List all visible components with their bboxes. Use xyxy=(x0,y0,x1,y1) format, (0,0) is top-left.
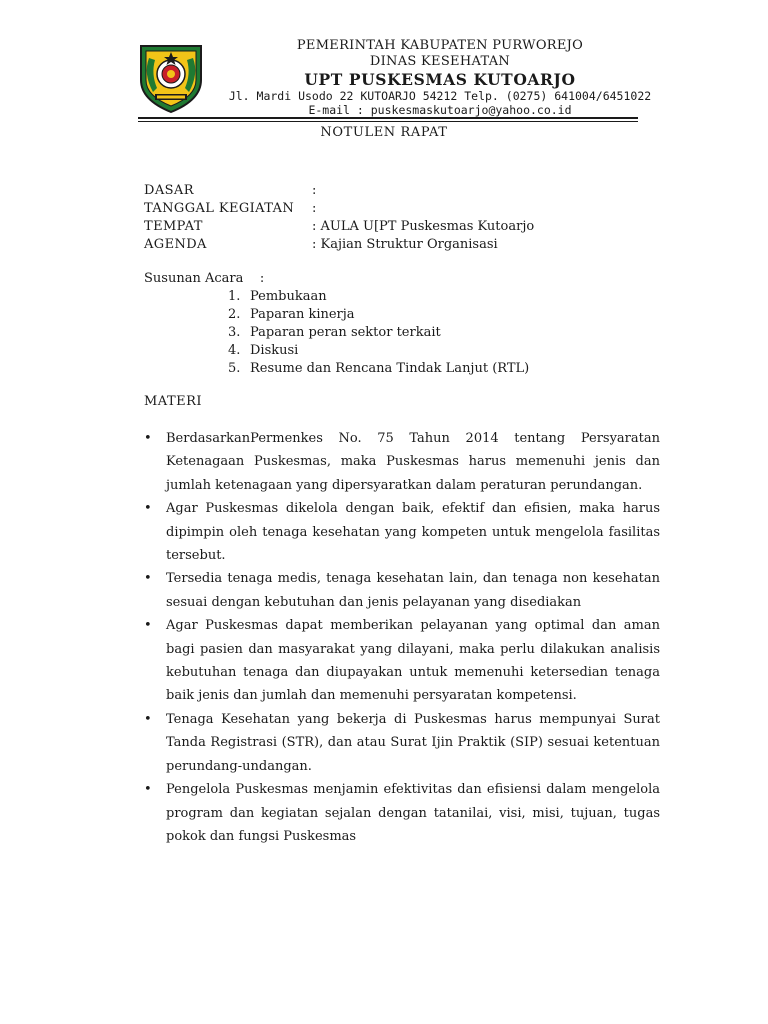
list-item-number: 4. xyxy=(228,343,241,358)
meta-value: : Kajian Struktur Organisasi xyxy=(312,237,498,252)
list-item-text: Paparan kinerja xyxy=(250,307,355,322)
document-title: NOTULEN RAPAT xyxy=(320,125,448,140)
list-item-text: Resume dan Rencana Tindak Lanjut (RTL) xyxy=(250,361,530,376)
agenda-list xyxy=(228,288,529,378)
meta-row-dasar xyxy=(144,182,534,200)
list-item-text: Diskusi xyxy=(250,343,299,358)
bullet-icon: • xyxy=(144,501,152,517)
agenda-label: Susunan Acara : xyxy=(144,271,265,286)
materi-item-text: Tersedia tenaga medis, tenaga kesehatan lain, dan tenaga non kesehatan sesuai dengan kebutuhan dan jenis pelayanan yang disediakan xyxy=(166,571,660,610)
bullet-icon: • xyxy=(144,571,152,587)
list-item xyxy=(228,288,529,306)
materi-item xyxy=(144,427,660,497)
list-item-number: 3. xyxy=(228,325,241,340)
list-item-number: 2. xyxy=(228,307,241,322)
meta-row-agenda xyxy=(144,236,534,254)
letterhead xyxy=(215,38,665,117)
meta-value: : AULA U[PT Puskesmas Kutoarjo xyxy=(312,219,535,234)
list-item xyxy=(228,342,529,360)
letterhead-institution: UPT PUSKESMAS KUTOARJO xyxy=(304,70,576,89)
bullet-icon: • xyxy=(144,711,152,727)
meta-key: TANGGAL KEGIATAN xyxy=(144,201,295,216)
list-item-number: 5. xyxy=(228,361,241,376)
letterhead-department: DINAS KESEHATAN xyxy=(369,54,511,69)
letterhead-government: PEMERINTAH KABUPATEN PURWOREJO xyxy=(296,38,584,53)
materi-item xyxy=(144,708,660,778)
meta-key: DASAR xyxy=(144,183,194,198)
meta-key: AGENDA xyxy=(144,237,207,252)
materi-item xyxy=(144,778,660,848)
meta-row-tempat xyxy=(144,218,534,236)
letterhead-email: E-mail : puskesmaskutoarjo@yahoo.co.id xyxy=(308,103,572,117)
list-item xyxy=(228,360,529,378)
materi-item-text: BerdasarkanPermenkes No. 75 Tahun 2014 tentang Persyaratan Ketenagaan Puskesmas, maka Puskesmas harus memenuhi jenis dan jumlah ketenagaan yang dipersyaratkan dalam peraturan perundangan. xyxy=(166,431,660,493)
list-item-text: Paparan peran sektor terkait xyxy=(250,325,441,340)
list-item-text: Pembukaan xyxy=(250,289,327,304)
meta-key: TEMPAT xyxy=(144,219,203,234)
letterhead-address: Jl. Mardi Usodo 22 KUTOARJO 54212 Telp. (0275) 641004/6451022 xyxy=(228,89,652,103)
materi-list xyxy=(144,427,660,848)
letterhead-divider-thin xyxy=(138,121,638,122)
materi-item-text: Tenaga Kesehatan yang bekerja di Puskesmas harus mempunyai Surat Tanda Registrasi (STR), dan atau Surat Ijin Praktik (SIP) sesuai ketentuan perundang-undangan. xyxy=(166,711,660,774)
materi-item-text: Pengelola Puskesmas menjamin efektivitas dan efisiensi dalam mengelola program dan kegiatan sejalan dengan tatanilai, visi, misi, tujuan, tugas pokok dan fungsi Puskesmas xyxy=(166,782,660,844)
materi-item-text: Agar Puskesmas dikelola dengan baik, efektif dan efisien, maka harus dipimpin oleh tenaga kesehatan yang kompeten untuk mengelola fasilitas tersebut. xyxy=(166,501,660,564)
materi-item xyxy=(144,567,660,614)
list-item xyxy=(228,306,529,324)
list-item-number: 1. xyxy=(228,289,241,304)
bullet-icon: • xyxy=(144,618,152,634)
materi-item xyxy=(144,497,660,567)
letterhead-divider-thick xyxy=(138,117,638,119)
meta-value: : xyxy=(312,201,317,216)
materi-heading: MATERI xyxy=(144,394,203,409)
regency-crest-icon xyxy=(135,40,207,114)
meeting-metadata xyxy=(144,182,534,254)
meta-row-tanggal xyxy=(144,200,534,218)
materi-item xyxy=(144,614,660,708)
meta-value: : xyxy=(312,183,317,198)
list-item xyxy=(228,324,529,342)
bullet-icon: • xyxy=(144,431,152,446)
materi-item-text: Agar Puskesmas dapat memberikan pelayanan yang optimal dan aman bagi pasien dan masyarakat yang dilayani, maka perlu dilakukan analisis kebutuhan tenaga dan diupayakan untuk memenuhi ketersedian tenaga baik jenis dan jumlah dan memenuhi persyaratan kompetensi. xyxy=(166,618,660,704)
bullet-icon: • xyxy=(144,782,152,798)
